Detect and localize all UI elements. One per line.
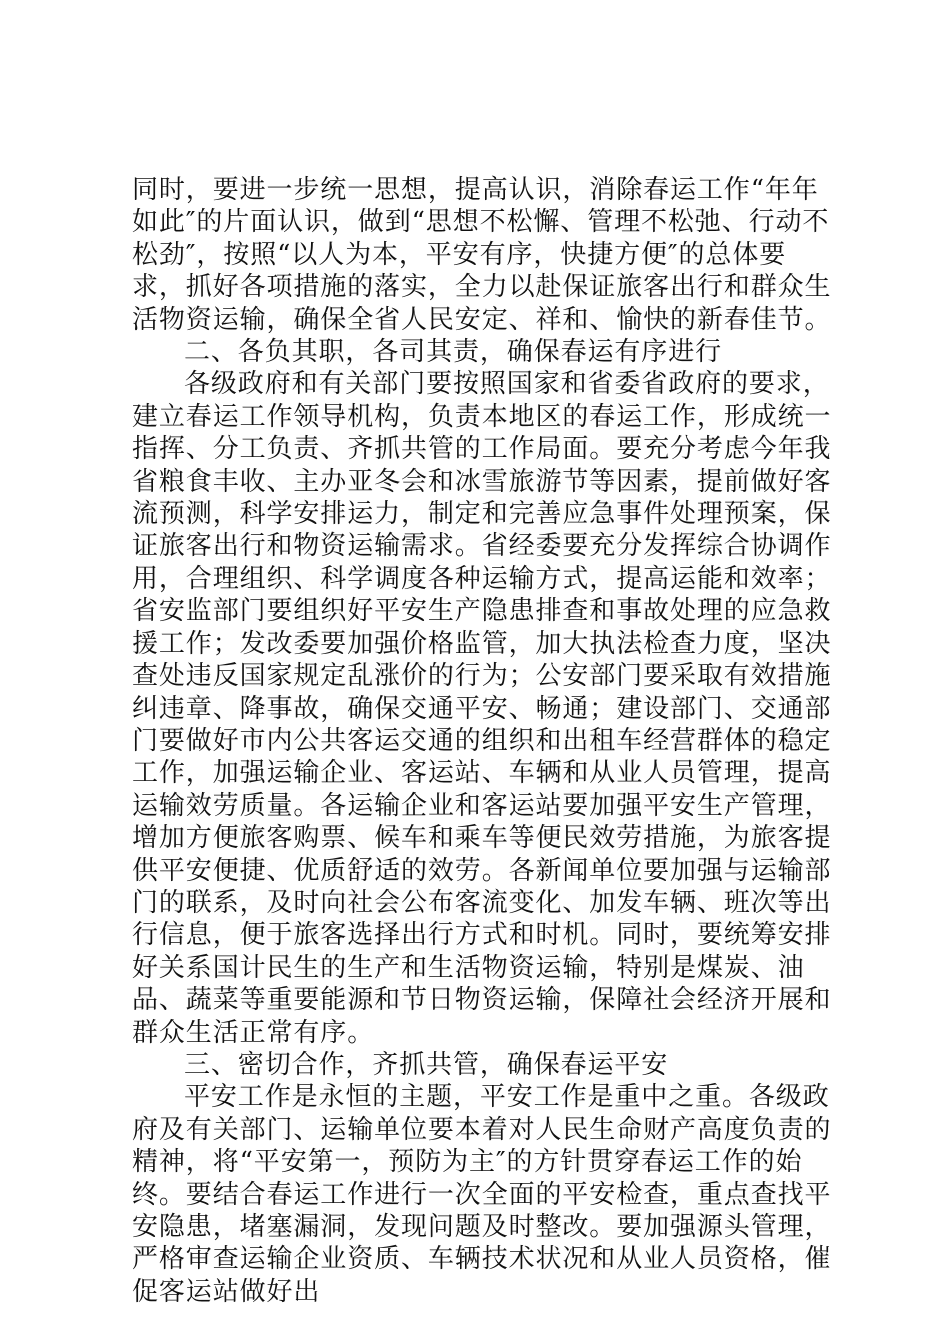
section-3-paragraph: 平安工作是永恒的主题，平安工作是重中之重。各级政府及有关部门、运输单位要本着对人民生命财产高度负责的精神，将“平安第一，预防为主″的方针贯穿春运工作的始终。要结合春运工作进行一次全面的平安检查，重点查找平安隐患，堵塞漏洞，发现问题及时整改。要加强源头管理，严格审查运输企业资质、车辆技术状况和从业人员资格，催促客运站做好出: [132, 1082, 832, 1307]
section-heading-2: 二、各负其职，各司其责，确保春运有序进行: [184, 337, 723, 368]
section-2-paragraph: 各级政府和有关部门要按照国家和省委省政府的要求，建立春运工作领导机构，负责本地区的春运工作，形成统一指挥、分工负责、齐抓共管的工作局面。要充分考虑今年我省粮食丰收、主办亚冬会和冰雪旅游节等因素，提前做好客流预测，科学安排运力，制定和完善应急事件处理预案，保证旅客出行和物资运输需求。省经委要充分发挥综合协调作用，合理组织、科学调度各种运输方式，提高运能和效率；省安监部门要组织好平安生产隐患排查和事故处理的应急救援工作；发改委要加强价格监管，加大执法检查力度，坚决查处违反国家规定乱涨价的行为；公安部门要采取有效措施纠违章、降事故，确保交通平安、畅通；建设部门、交通部门要做好市内公共客运交通的组织和出租车经营群体的稳定工作，加强运输企业、客运站、车辆和从业人员管理，提高运输效劳质量。各运输企业和客运站要加强平安生产管理，增加方便旅客购票、候车和乘车等便民效劳措施，为旅客提供平安便捷、优质舒适的效劳。各新闻单位要加强与运输部门的联系，及时向社会公布客流变化、加发车辆、班次等出行信息，便于旅客选择出行方式和时机。同时，要统筹安排好关系国计民生的生产和生活物资运输，特别是煤炭、油品、蔬菜等重要能源和节日物资运输，保障社会经济开展和群众生活正常有序。: [132, 369, 832, 1048]
section-heading-3: 三、密切合作，齐抓共管，确保春运平安: [184, 1049, 669, 1080]
document-body: [132, 174, 832, 1308]
paragraph-continuation: 同时，要进一步统一思想，提高认识，消除春运工作“年年如此″的片面认识，做到“思想不松懈、管理不松弛、行动不松劲″，按照“以人为本，平安有序，快捷方便″的总体要求，抓好各项措施的落实，全力以赴保证旅客出行和群众生活物资运输，确保全省人民安定、祥和、愉快的新春佳节。: [132, 175, 832, 335]
